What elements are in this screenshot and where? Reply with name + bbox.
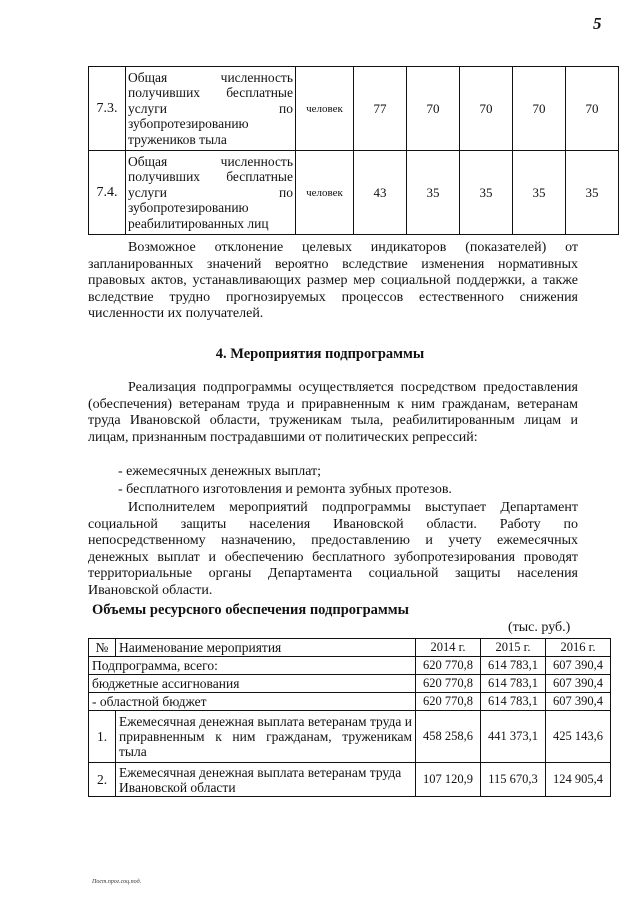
table-row: [89, 693, 611, 711]
footer-note: Пост.прог.соц.под.: [92, 879, 142, 885]
indicator-value: 70: [460, 67, 513, 151]
table-row: [89, 657, 611, 675]
indicator-value: 35: [460, 151, 513, 235]
cell-value: 614 783,1: [481, 693, 546, 711]
cell-value: 124 905,4: [546, 763, 611, 797]
row-label: - областной бюджет: [89, 693, 416, 711]
cell-value: 607 390,4: [546, 657, 611, 675]
row-number: 7.4.: [89, 151, 126, 235]
cell-value: 458 258,6: [416, 711, 481, 763]
table-row: [89, 675, 611, 693]
cell-value: 620 770,8: [416, 657, 481, 675]
table-row: [89, 763, 611, 797]
indicator-value: 43: [354, 151, 407, 235]
executor-paragraph: Исполнителем мероприятий подпрограммы выступает Департамент социальной защиты населения Ивановской области. Работу по непосредственному назначению, предоставлению и учету ежемесячных денежных выплат и обеспечению бесплатного зубопротезирования проводят территориальные органы Департамента социальной защиты населения Ивановской области.: [88, 500, 578, 598]
row-number: 1.: [89, 711, 116, 763]
row-label: Подпрограмма, всего:: [89, 657, 416, 675]
table-row: [89, 67, 619, 151]
cell-value: 614 783,1: [481, 675, 546, 693]
cell-value: 614 783,1: [481, 657, 546, 675]
deviation-paragraph: Возможное отклонение целевых индикаторов (показателей) от запланированных значений вероятно вследствие изменения нормативных правовых актов, устанавливающих размер мер социальной поддержки, а также вследствие трудно прогнозируемых процессов естественного снижения численности их получателей.: [88, 240, 578, 321]
indicator-name: Общая численность получивших бесплатные услуги по зубопротезированию реабилитированных лиц: [126, 151, 296, 235]
indicator-value: 77: [354, 67, 407, 151]
indicator-unit: человек: [296, 67, 354, 151]
indicator-value: 35: [513, 151, 566, 235]
column-header: Наименование мероприятия: [116, 639, 416, 657]
cell-value: 107 120,9: [416, 763, 481, 797]
implementation-paragraph: Реализация подпрограммы осуществляется посредством предоставления (обеспечения) ветеранам труда и приравненным к ним гражданам, ветеранам труда Ивановской области, труженикам тыла, реабилитированным лицам и лицам, признанным пострадавшими от политических репрессий:: [88, 380, 578, 445]
cell-value: 607 390,4: [546, 675, 611, 693]
column-header: №: [89, 639, 116, 657]
row-number: 7.3.: [89, 67, 126, 151]
page-number: 5: [593, 14, 602, 33]
indicator-value: 70: [407, 67, 460, 151]
column-header: 2016 г.: [546, 639, 611, 657]
cell-value: 115 670,3: [481, 763, 546, 797]
resources-heading: Объемы ресурсного обеспечения подпрограммы: [92, 602, 409, 618]
cell-value: 620 770,8: [416, 693, 481, 711]
list-item: - бесплатного изготовления и ремонта зубных протезов.: [118, 482, 452, 497]
row-number: 2.: [89, 763, 116, 797]
indicator-value: 35: [566, 151, 619, 235]
section-heading: 4. Мероприятия подпрограммы: [215, 346, 425, 362]
cell-value: 607 390,4: [546, 693, 611, 711]
table-header-row: [89, 639, 611, 657]
indicator-value: 35: [407, 151, 460, 235]
indicator-value: 70: [566, 67, 619, 151]
resources-table: [88, 638, 611, 797]
indicators-table: [88, 66, 619, 235]
indicator-unit: человек: [296, 151, 354, 235]
cell-value: 441 373,1: [481, 711, 546, 763]
cell-value: 425 143,6: [546, 711, 611, 763]
row-label: Ежемесячная денежная выплата ветеранам труда Ивановской области: [116, 763, 416, 797]
indicator-name: Общая численность получивших бесплатные услуги по зубопротезированию тружеников тыла: [126, 67, 296, 151]
list-item: - ежемесячных денежных выплат;: [118, 464, 322, 479]
column-header: 2015 г.: [481, 639, 546, 657]
indicator-value: 70: [513, 67, 566, 151]
row-label: бюджетные ассигнования: [89, 675, 416, 693]
row-label: Ежемесячная денежная выплата ветеранам труда и приравненным к ним гражданам, труженикам тыла: [116, 711, 416, 763]
table-row: [89, 711, 611, 763]
units-note: (тыс. руб.): [508, 620, 571, 635]
cell-value: 620 770,8: [416, 675, 481, 693]
column-header: 2014 г.: [416, 639, 481, 657]
table-row: [89, 151, 619, 235]
